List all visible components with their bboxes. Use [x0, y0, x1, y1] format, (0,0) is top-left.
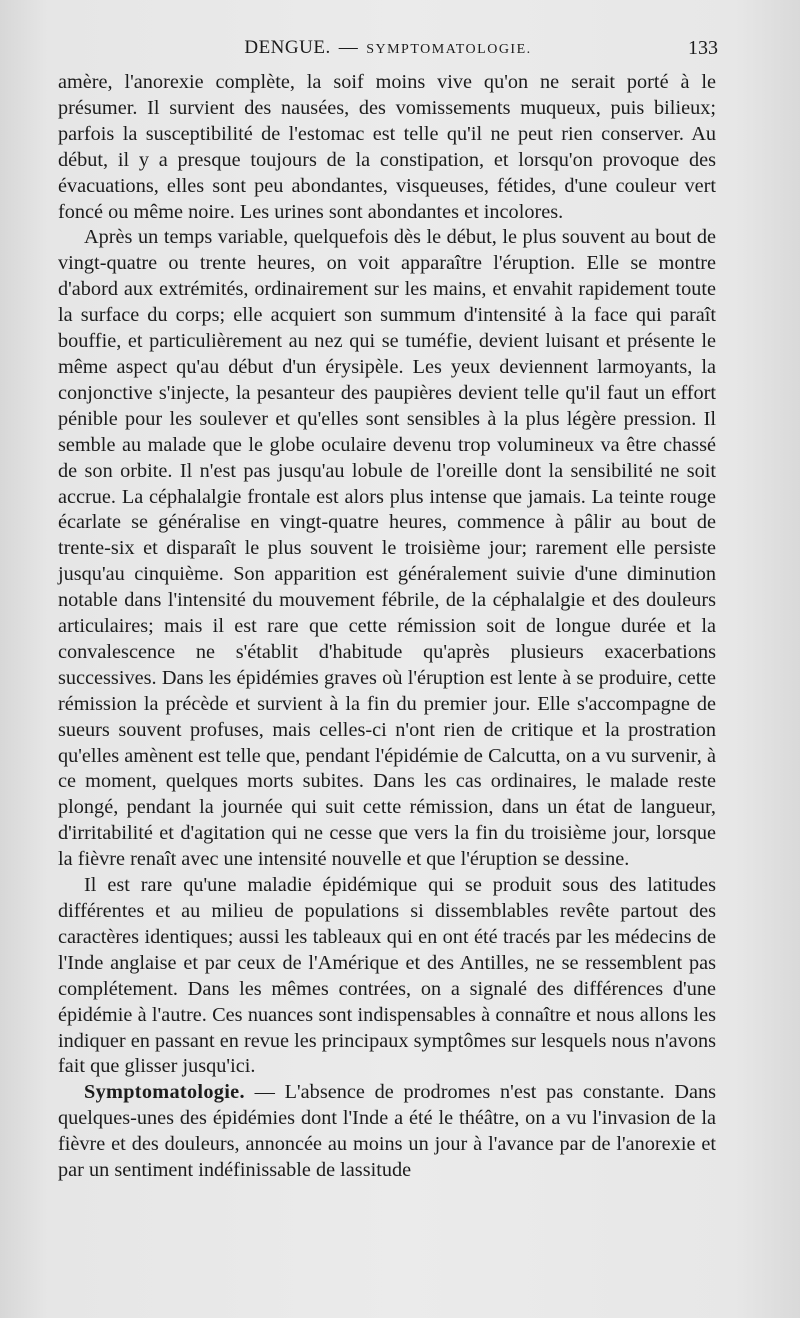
paragraph	[58, 225, 716, 873]
page-header	[58, 34, 718, 62]
paragraph	[58, 873, 716, 1080]
paragraph-text: Il est rare qu'une maladie épidémique qui se produit sous des latitudes différentes et au milieu de populations si dissemblables revête partout des caractères identiques; aussi les tableaux qui en ont été tracés par les médecins de l'Inde anglaise et par ceux de l'Amérique et des Antilles, ne se ressemblent pas complétement. Dans les mêmes contrées, on a signalé des différences d'une épidémie à l'autre. Ces nuances sont indispensables à connaître et nous allons les indiquer en passant en revue les principaux symptômes sur lesquels nous n'avons fait que glisser jusqu'ici.	[58, 874, 716, 1078]
running-title	[58, 34, 718, 64]
paragraph-text: amère, l'anorexie complète, la soif moins vive qu'on ne serait porté à le présumer. Il survient des nausées, des vomissements muqueux, puis bilieux; parfois la susceptibilité de l'estomac est telle qu'il ne peut rien conserver. Au début, il y a presque toujours de la constipation, et lorsqu'on provoque des évacuations, elles sont peu abondantes, visqueuses, fétides, d'une couleur vert foncé ou même noire. Les urines sont abondantes et incolores.	[58, 71, 716, 223]
paragraph-text: — L'absence de prodromes n'est pas constante. Dans quelques-unes des épidémies dont l'Inde a été le théâtre, on a vu l'invasion de la fièvre et des douleurs, annoncée au moins un jour à l'avance par de l'anorexie et par un sentiment indéfinissable de lassitude	[58, 1081, 716, 1182]
running-title-subtitle: SYMPTOMATOLOGIE.	[366, 42, 532, 57]
running-title-main: DENGUE.	[244, 37, 331, 58]
paragraph-text: Après un temps variable, quelquefois dès le début, le plus souvent au bout de vingt-quatre ou trente heures, on voit apparaître l'éruption. Elle se montre d'abord aux extrémités, ordinairement sur les mains, et envahit rapidement toute la surface du corps; elle acquiert son summum d'intensité à la face qui paraît bouffie, et particulièrement au nez qui se tuméfie, devient luisant et présente le même aspect qu'au début d'un érysipèle. Les yeux deviennent larmoyants, la conjonctive s'injecte, la pesanteur des paupières devient telle qu'il faut un effort pénible pour les soulever et qu'elles sont sensibles à la plus légère pression. Il semble au malade que le globe oculaire devenu trop volumineux va être chassé de son orbite. Il n'est pas jusqu'au lobule de l'oreille dont la sensibilité ne soit accrue. La céphalalgie frontale est alors plus intense que jamais. La teinte rouge écarlate se généralise en vingt-quatre heures, commence à pâlir au bout de trente-six et disparaît le plus souvent le troisième jour; rarement elle persiste jusqu'au cinquième. Son apparition est généralement suivie d'une diminution notable dans l'intensité du mouvement fébrile, de la céphalalgie et des douleurs articulaires; mais il est rare que cette rémission soit de longue durée et la convalescence ne s'établit d'habitude qu'après plusieurs exacerbations successives. Dans les épidémies graves où l'éruption est lente à se produire, cette rémission la précède et survient à la fin du premier jour. Elle s'accompagne de sueurs souvent profuses, mais celles-ci n'ont rien de critique et la prostration qu'elles amènent est telle que, pendant l'épidémie de Calcutta, on a vu survenir, à ce moment, quelques morts subites. Dans les cas ordinaires, le malade reste plongé, pendant la journée qui suit cette rémission, dans un état de langueur, d'irritabilité et d'agitation qui ne cesse que vers la fin du troisième jour, lorsque la fièvre renaît avec une intensité nouvelle et que l'éruption se dessine.	[58, 226, 716, 871]
paragraph-continued	[58, 70, 716, 225]
running-title-separator: —	[338, 37, 359, 58]
page-number: 133	[688, 37, 718, 59]
body-text	[58, 70, 716, 1184]
paragraph-section-symptomatologie	[58, 1080, 716, 1184]
section-heading: Symptomatologie.	[84, 1081, 245, 1104]
